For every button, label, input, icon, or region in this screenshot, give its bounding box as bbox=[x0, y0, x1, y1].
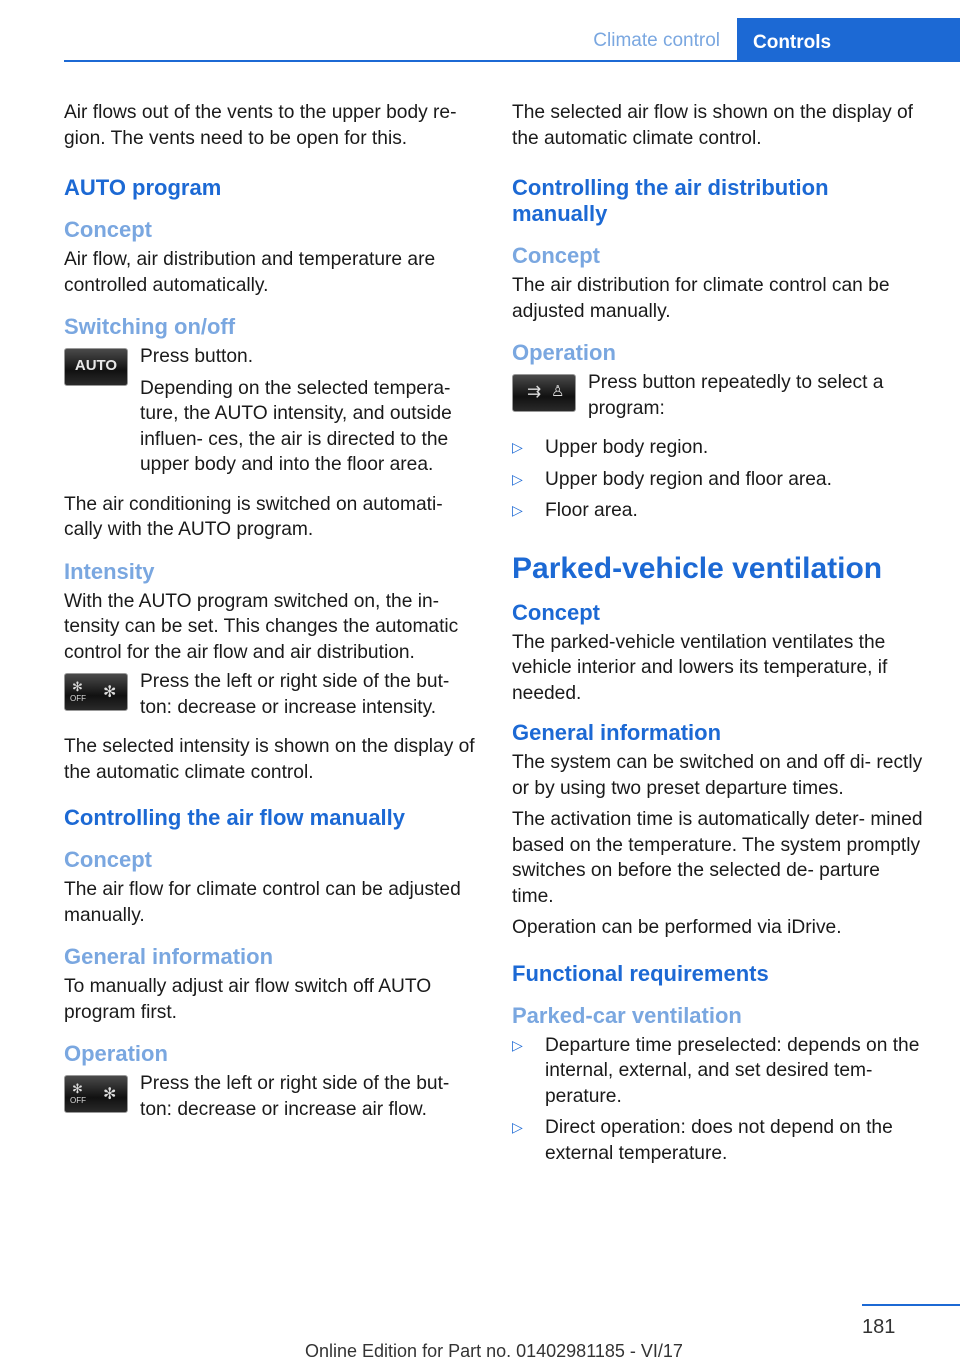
heading-parked-car-ventilation: Parked-car ventilation bbox=[512, 1002, 742, 1028]
heading-general-information: General information bbox=[64, 944, 274, 969]
fan-small-icon: ✻ bbox=[72, 1081, 83, 1096]
heading-auto-program: AUTO program bbox=[64, 175, 222, 200]
intensity-display-paragraph: The selected intensity is shown on the display of the automatic climate control. bbox=[64, 736, 475, 783]
list-item-text: Upper body region. bbox=[545, 437, 709, 458]
list-item-text: Direct operation: does not depend on the external temperature. bbox=[545, 1117, 893, 1164]
heading-switching: Switching on/off bbox=[64, 314, 236, 339]
triangle-bullet-icon: ▷ bbox=[512, 502, 523, 518]
distribution-button-text: Press button repeatedly to select a program: bbox=[588, 372, 884, 419]
heading-operation: Operation bbox=[64, 1041, 168, 1066]
parked-concept-paragraph: The parked-vehicle ventilation ventilates the vehicle interior and lowers its temperature, if needed. bbox=[512, 631, 888, 704]
list-item bbox=[512, 1033, 926, 1110]
page-number: 181 bbox=[862, 1316, 896, 1338]
triangle-bullet-icon: ▷ bbox=[512, 439, 523, 455]
right-column bbox=[512, 100, 926, 1172]
heading-operation-distribution: Operation bbox=[512, 340, 616, 365]
heading-parked-vehicle-ventilation: Parked-vehicle ventilation bbox=[512, 551, 883, 585]
heading-functional-requirements: Functional requirements bbox=[512, 960, 769, 986]
distribution-button-row bbox=[512, 370, 926, 421]
heading-airflow-manual: Controlling the air flow manually bbox=[64, 805, 406, 830]
list-item bbox=[512, 1115, 926, 1166]
heading-concept-airflow: Concept bbox=[64, 847, 152, 872]
fan-large-icon: ✻ bbox=[103, 1086, 117, 1103]
list-item-text: Upper body region and floor area. bbox=[545, 468, 832, 490]
idrive-paragraph: Operation can be performed via iDrive. bbox=[512, 917, 842, 938]
list-item bbox=[512, 498, 926, 524]
requirements-list bbox=[512, 1033, 926, 1167]
display-paragraph: The selected air flow is shown on the display of the automatic climate control. bbox=[512, 102, 914, 149]
list-item-text: Floor area. bbox=[545, 500, 638, 521]
edition-note: Online Edition for Part no. 01402981185 - VI/17 bbox=[305, 1341, 683, 1361]
list-item bbox=[512, 435, 926, 461]
auto-button-label: AUTO bbox=[74, 357, 118, 374]
seat-icon: ♙ bbox=[551, 383, 565, 400]
triangle-bullet-icon: ▷ bbox=[512, 1036, 523, 1053]
fan-large-icon: ✻ bbox=[103, 684, 117, 701]
heading-parked-general: General information bbox=[512, 720, 722, 745]
heading-air-distribution: Controlling the air distribution manually bbox=[512, 175, 829, 226]
off-label: OFF bbox=[70, 1096, 86, 1105]
activation-paragraph: The activation time is automatically deter‐ mined based on the temperature. The system promptly switches on before the selected de‐ parture time. bbox=[512, 809, 923, 907]
heading-concept: Concept bbox=[64, 217, 152, 242]
auto-button-row bbox=[64, 344, 478, 478]
airflow-button-image bbox=[64, 1075, 128, 1113]
list-item bbox=[512, 467, 926, 493]
intro-paragraph: Air flows out of the vents to the upper body re‐ gion. The vents need to be open for this. bbox=[64, 102, 457, 149]
press-button-text: Press button. bbox=[140, 346, 254, 367]
air-distribution-icon: ⇉ bbox=[527, 382, 542, 401]
triangle-bullet-icon: ▷ bbox=[512, 1119, 523, 1135]
footer-rule bbox=[862, 1304, 960, 1306]
heading-parked-concept: Concept bbox=[512, 599, 600, 625]
intensity-button-row bbox=[64, 669, 478, 720]
intensity-button-text: Press the left or right side of the but‐ ton: decrease or increase intensity. bbox=[140, 671, 450, 718]
heading-concept-distribution: Concept bbox=[512, 243, 600, 268]
ac-paragraph: The air conditioning is switched on automati‐ cally with the AUTO program. bbox=[64, 493, 443, 540]
airflow-button-row bbox=[64, 1071, 478, 1122]
header-chapter-tab: Controls bbox=[737, 18, 960, 62]
general-information-paragraph: To manually adjust air flow switch off AUTO program first. bbox=[64, 976, 432, 1023]
depending-text: Depending on the selected tempera‐ ture, the AUTO intensity, and outside influen‐ ces, the air is directed to the upper body and into the floor area. bbox=[140, 377, 452, 475]
concept-distribution-paragraph: The air distribution for climate control can be adjusted manually. bbox=[512, 275, 890, 322]
intensity-paragraph: With the AUTO program switched on, the in‐ tensity can be set. This changes the automatic control for the air flow and air distribution. bbox=[64, 590, 459, 663]
fan-small-icon: ✻ bbox=[72, 679, 83, 694]
left-column bbox=[64, 100, 478, 1122]
concept-paragraph: Air flow, air distribution and temperature are controlled automatically. bbox=[64, 249, 436, 296]
parked-general-paragraph: The system can be switched on and off di‐ rectly or by using two preset departure times. bbox=[512, 752, 923, 799]
airflow-button-text: Press the left or right side of the but‐ ton: decrease or increase air flow. bbox=[140, 1073, 450, 1120]
auto-button-image bbox=[64, 348, 128, 386]
intensity-button-image bbox=[64, 673, 128, 711]
header-rule bbox=[64, 60, 960, 62]
off-label: OFF bbox=[70, 694, 86, 703]
distribution-button-image bbox=[512, 374, 576, 412]
header-section-title: Climate control bbox=[593, 30, 720, 51]
triangle-bullet-icon: ▷ bbox=[512, 470, 523, 487]
concept-airflow-paragraph: The air flow for climate control can be adjusted manually. bbox=[64, 879, 461, 926]
list-item-text: Departure time preselected: depends on the internal, external, and set desired tem‐ perature. bbox=[545, 1034, 920, 1107]
program-list bbox=[512, 435, 926, 524]
heading-intensity: Intensity bbox=[64, 558, 155, 584]
depending-text-start bbox=[140, 376, 478, 478]
